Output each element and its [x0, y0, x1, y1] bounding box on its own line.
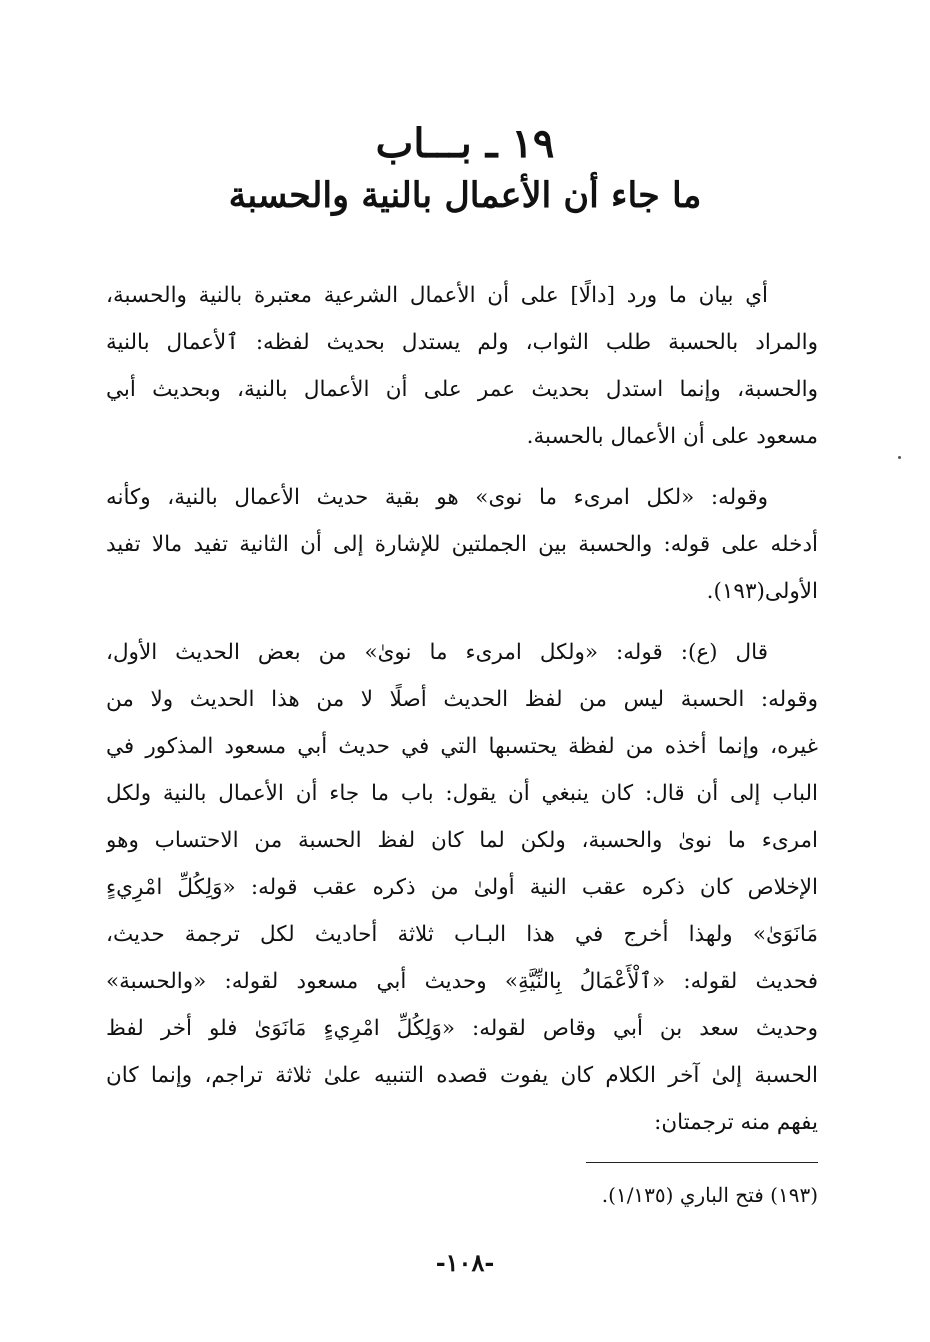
text-line: والحسبة، وإنما استدل بحديث عمر على أن الأعمال بالنية، وبحديث أبي [106, 377, 818, 402]
text-line: فحديث لقوله: «ٱلْأَعْمَالُ بِالنِّيَّةِ» وحديث أبي مسعود لقوله: «والحسبة» [106, 969, 818, 994]
text-line: أدخله على قوله: والحسبة بين الجملتين للإشارة إلى أن الثانية تفيد مالا تفيد [106, 532, 818, 557]
text-line: وقوله: الحسبة ليس من لفظ الحديث أصلًا لا من هذا الحديث ولا من [106, 687, 818, 712]
text-line: قال (ع): قوله: «ولكل امرىء ما نوىٰ» من بعض الحديث الأول، [106, 640, 768, 665]
body-text [106, 272, 818, 1146]
paragraph-1 [106, 272, 818, 460]
text-line: الإخلاص كان ذكره عقب النية أولىٰ من ذكره عقب قوله: «وَلِكُلِّ امْرِيءٍ [106, 875, 818, 900]
text-line: أي بيان ما ورد [دالًا] على أن الأعمال الشرعية معتبرة بالنية والحسبة، [106, 283, 768, 308]
paragraph-2 [106, 474, 818, 615]
text-line: وحديث سعد بن أبي وقاص لقوله: «وَلِكُلِّ امْرِيءٍ مَانَوَىٰ فلو أخر لفظ [106, 1016, 818, 1041]
chapter-heading [0, 118, 930, 222]
chapter-number: ١٩ ـ بـــاب [375, 120, 555, 167]
text-line: والمراد بالحسبة طلب الثواب، ولم يستدل بحديث لفظه: ٱلأعمال بالنية [106, 330, 818, 355]
page-number: -١٠٨- [435, 1248, 495, 1277]
text-line: الحسبة إلىٰ آخر الكلام كان يفوت قصده التنبيه علىٰ ثلاثة تراجم، وإنما كان [106, 1063, 818, 1088]
footnote-divider [586, 1162, 818, 1163]
text-line: الأولى(١٩٣). [706, 579, 818, 604]
text-line: مسعود على أن الأعمال بالحسبة. [526, 424, 818, 449]
text-line: يفهم منه ترجمتان: [654, 1110, 818, 1135]
text-line: غيره، وإنما أخذه من لفظة يحتسبها التي في حديث أبي مسعود المذكور في [106, 734, 818, 759]
paragraph-3 [106, 629, 818, 1146]
text-line: وقوله: «لكل امرىء ما نوى» هو بقية حديث الأعمال بالنية، وكأنه [106, 485, 768, 510]
text-line: امرىء ما نوىٰ والحسبة، ولكن لما كان لفظ الحسبة من الاحتساب وهو [106, 828, 818, 853]
text-line: الباب إلى أن قال: كان ينبغي أن يقول: باب ما جاء أن الأعمال بالنية ولكل [106, 781, 818, 806]
scan-speck [898, 456, 901, 459]
footnote: (١٩٣) فتح الباري (١/١٣٥). [601, 1183, 818, 1207]
chapter-title: ما جاء أن الأعمال بالنية والحسبة [228, 175, 702, 216]
text-line: مَانَوَىٰ» ولهذا أخرج في هذا البـاب ثلاثة أحاديث لكل ترجمة حديث، [106, 922, 818, 947]
